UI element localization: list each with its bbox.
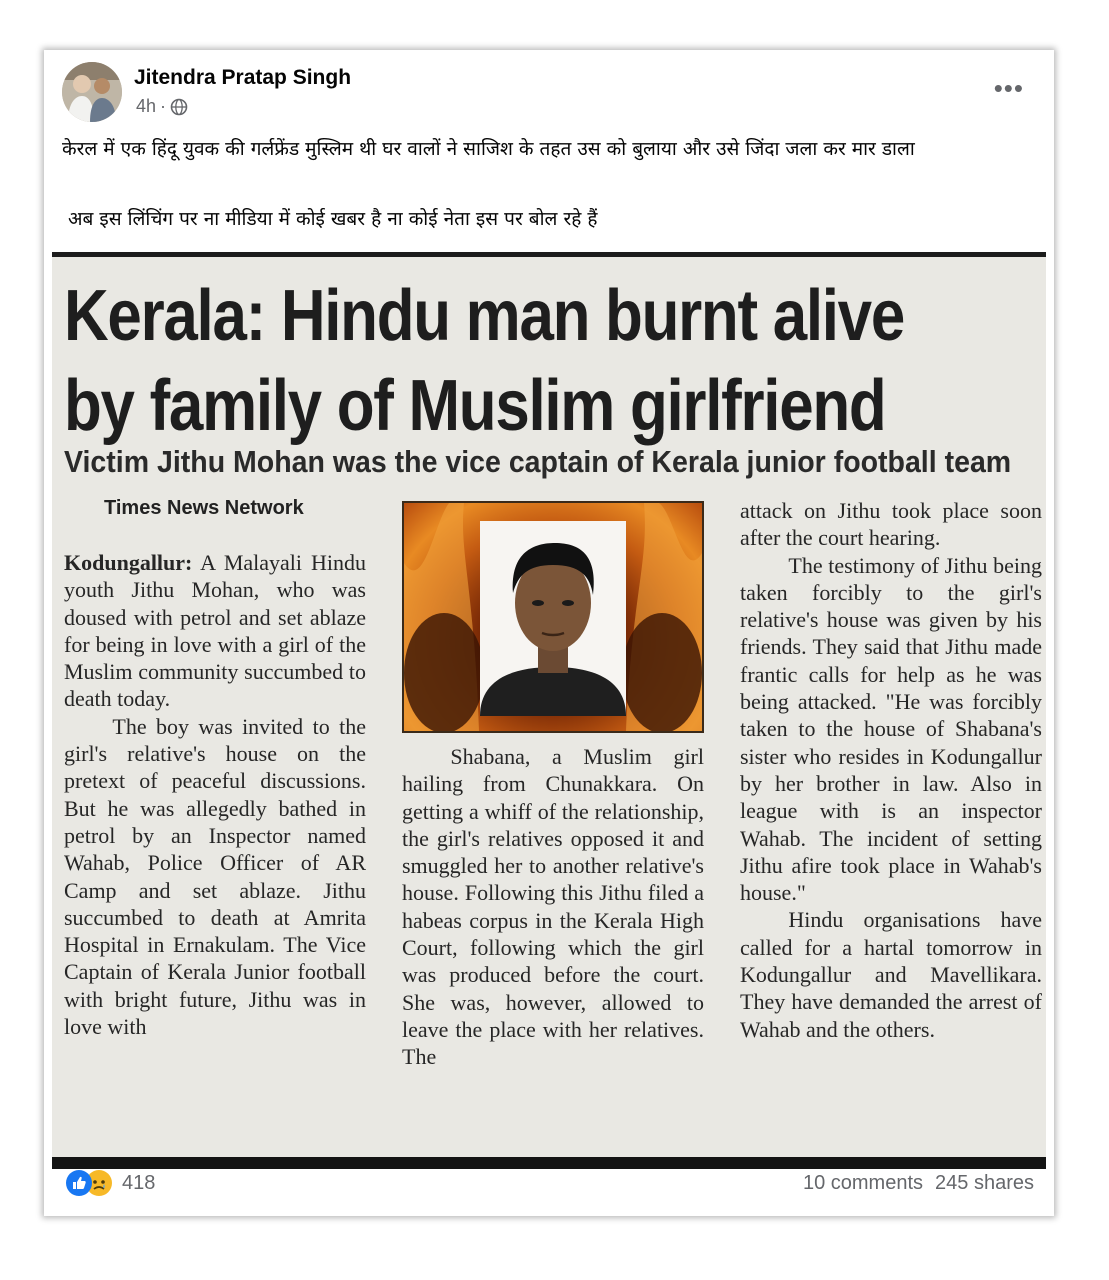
col1-para1: A Malayali Hindu youth Jithu Mohan, who was doused with petrol and set ablaze for being in love with a girl of the Muslim community succumbed to death today. (64, 550, 366, 712)
col1-para2: The boy was invited to the girl's relative's house on the pretext of peaceful discussions. But he was allegedly bathed in petrol by an Inspector named Wahab, Police Officer of AR Camp and set ablaze. Jithu succumbed to death at Amrita Hospital in Ernakulam. The Vice Captain of Kerala Junior football with bright future, Jithu was in love with (64, 713, 366, 1040)
engagement-stats (803, 1172, 1034, 1195)
comments-link[interactable]: 10 comments (802, 1172, 924, 1194)
globe-icon (170, 98, 188, 116)
avatar[interactable] (62, 62, 122, 122)
newspaper-clipping-image[interactable] (52, 252, 1046, 1169)
reactions-summary[interactable] (66, 1170, 155, 1196)
meta-separator: · (160, 96, 167, 116)
person-icon (480, 521, 626, 716)
headline-line1: Kerala: Hindu man burnt alive (64, 276, 904, 356)
col3-para3: Hindu organisations have called for a hartal tomorrow in Kodungallur and Mavellikara. They have demanded the arrest of Wahab and the others. (740, 907, 1042, 1042)
post-card (44, 50, 1054, 1216)
post-text-line2: अब इस लिंचिंग पर ना मीडिया में कोई खबर है ना कोई नेता इस पर बोल रहे हैं (68, 208, 598, 230)
avatar-photo (62, 62, 122, 122)
victim-photo (402, 501, 704, 733)
reactions-count: 418 (122, 1171, 156, 1194)
clipping-subheadline: Victim Jithu Mohan was the vice captain of Kerala junior football team (64, 444, 1012, 479)
shares-link[interactable]: 245 shares (935, 1172, 1034, 1194)
dateline: Kodungallur: (64, 550, 193, 575)
post-meta (136, 96, 188, 117)
post-text-line1: केरल में एक हिंदू युवक की गर्लफ्रेंड मुस्लिम थी घर वालों ने साजिश के तहत उस को बुलाया और उसे जिंदा जला कर मार डाला (62, 138, 915, 160)
col3-para1: attack on Jithu took place soon after the court hearing. (740, 498, 1042, 551)
article-column-2 (402, 743, 704, 1071)
article-column-3 (740, 497, 1042, 1043)
thumbs-up-icon (71, 1175, 87, 1191)
portrait-photo (480, 521, 626, 716)
headline-line2: by family of Muslim girlfriend (64, 366, 886, 446)
post-time[interactable]: 4h (136, 96, 157, 116)
col2-para1: Shabana, a Muslim girl hailing from Chunakkara. On getting a whiff of the relationship, the girl's relatives opposed it and smuggled her to another relative's house. Following this Jithu filed a habeas corpus in the Kerala High Court, following which the girl was produced before the court. She was, however, allowed to leave the place with her relatives. The (402, 744, 704, 1070)
article-column-1 (64, 549, 366, 1040)
clipping-headline (64, 271, 907, 451)
col3-para2: The testimony of Jithu being taken forcibly to the girl's relative's house was given by his friends. They said that Jithu made frantic calls for help as he was being attacked. "He was forcibly taken to the house of Shabana's sister who resides in Kodungallur by her brother in law. Also in league with is an inspector Wahab. The incident of setting Jithu afire took place in Wahab's house." (740, 552, 1042, 906)
clipping-byline: Times News Network (104, 497, 304, 519)
more-options-icon[interactable]: ••• (993, 73, 1024, 103)
like-reaction-icon (66, 1170, 92, 1196)
author-name[interactable]: Jitendra Pratap Singh (134, 66, 352, 89)
